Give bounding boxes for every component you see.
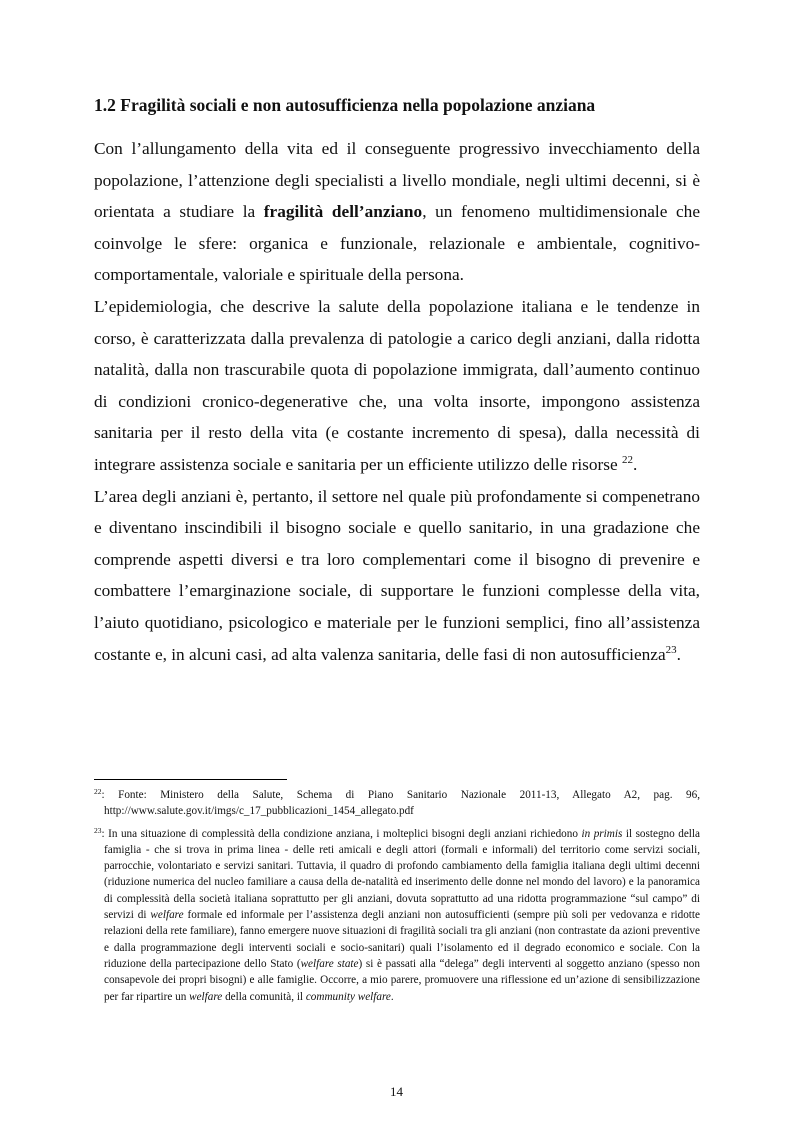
footnote-italic: welfare xyxy=(150,909,184,922)
footnote-text: : In una situazione di complessità della condizione anziana, i molteplici bisogni degli anziani richiedono xyxy=(101,827,582,840)
footnote-italic: community welfare xyxy=(305,990,391,1003)
footnotes xyxy=(94,787,700,1011)
page-number: 14 xyxy=(390,1084,403,1099)
footnote-text: formale ed informale per l’assistenza degli anziani non autosufficienti (sempre più soli per vedovanza e ridotte relazioni della rete familiare), fanno emergere nuove situazioni di fragilità sociali tra gli anziani (non contrastate da azioni preventive e dalla programmazione degli interventi sociali e socio-sanitari) quali l’isolamento ed il degrado economico e sociale. Con la riduzione della partecipazione dello Stato ( xyxy=(104,909,700,970)
paragraph-text: Con l’allungamento della vita ed il conseguente progressivo invecchiamento della popolazione, l’attenzione degli specialisti a livello mondiale, negli ultimi decenni, si è orientata a studiare la xyxy=(94,139,700,222)
footnote-text: il sostegno della famiglia - che si trova in prima linea - delle reti amicali e degli attori (formali e informali) del territorio come servizi sociali, parrocchie, volontariato e servizi sanitari. Tuttavia, il quadro di profondo cambiamento della famiglia italiana degli ultimi decenni (riduzione numerica del nucleo familiare a causa della de-natalità ed inserimento delle donne nel mondo del lavoro) e la panoramica di complessità della società italiana soprattutto per gli anziani, dovuta soprattutto ad una ridotta programmazione “sul campo” di servizi di xyxy=(104,827,700,922)
paragraph-text: L’area degli anziani è, pertanto, il settore nel quale più profondamente si compenetrano e diventano inscindibili il bisogno sociale e quello sanitario, in una gradazione che comprende aspetti diversi e tra loro complementari come il bisogno di prevenire e combattere l’emarginazione sociale, di supportare le funzioni complesse della vita, l’aiuto quotidiano, psicologico e materiale per le funzioni semplici, fino all’assistenza costante e, in alcuni casi, ad alta valenza sanitaria, delle fasi di non autosufficienza xyxy=(94,486,700,664)
bold-term: fragilità dell’anziano xyxy=(263,202,423,222)
footnote-ref-23[interactable]: 23 xyxy=(665,643,677,656)
footnote-italic: in primis xyxy=(581,827,623,840)
footnote-italic: welfare xyxy=(189,990,223,1003)
body-text xyxy=(94,133,700,670)
paragraph-end: . xyxy=(632,454,638,474)
footnote-23 xyxy=(94,826,700,1005)
paragraph-text: , un fenomeno multidimensionale che coinvolge le sfere: organica e funzionale, relazionale e ambientale, cognitivo-comportamentale, valoriale e spirituale della persona. xyxy=(94,202,700,285)
footnote-text: : Fonte: Ministero della Salute, Schema di Piano Sanitario Nazionale 2011-13, Allegato A2, pag. 96, http://www.salute.gov.it/imgs/c_17_pubblicazioni_1454_allegato.pdf xyxy=(101,789,700,818)
footnote-mark: 23 xyxy=(94,825,102,835)
footnote-22 xyxy=(94,787,700,820)
paragraph-fragility xyxy=(94,133,700,291)
footnote-text: . xyxy=(390,990,394,1003)
paragraph-epidemiology xyxy=(94,291,700,481)
paragraph-end: . xyxy=(676,644,681,664)
paragraph-elderly-area xyxy=(94,481,700,671)
footnote-ref-22[interactable]: 22 xyxy=(621,453,633,466)
footnote-mark: 22 xyxy=(94,787,102,796)
footnote-text: ) si è passati alla “delega” degli interventi al soggetto anziano (spesso non consapevole dei propri bisogni) e alle famiglie. Occorre, a mio parere, promuovere una riflessione ed un’azione di sensibilizzazione per far ripartire un xyxy=(104,957,700,1003)
footnote-text: della comunità, il xyxy=(222,990,306,1003)
footnote-italic: welfare state xyxy=(300,957,359,970)
section-heading: 1.2 Fragilità sociali e non autosufficienza nella popolazione anziana xyxy=(94,95,596,115)
paragraph-text: L’epidemiologia, che descrive la salute della popolazione italiana e le tendenze in corso, è caratterizzata dalla prevalenza di patologie a carico degli anziani, dalla ridotta natalità, dalla non trascurabile quota di popolazione immigrata, dall’aumento continuo di condizioni cronico-degenerative che, una volta insorte, impongono assistenza sanitaria per il resto della vita (e costante incremento di spesa), dalla necessità di integrare assistenza sociale e sanitaria per un efficiente utilizzo delle risorse xyxy=(94,296,700,474)
footnote-separator xyxy=(94,779,287,780)
